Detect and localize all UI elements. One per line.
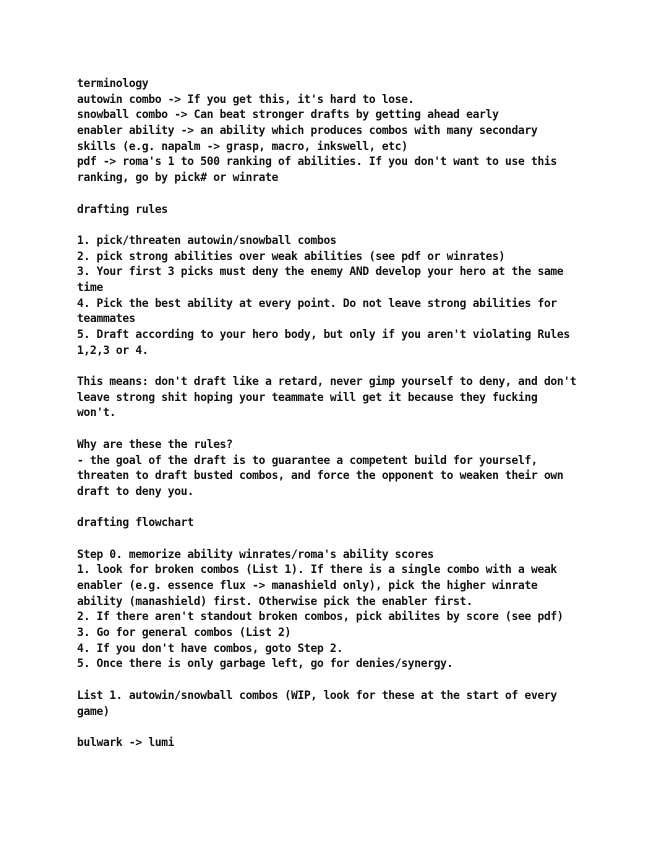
- blank-line: [77, 531, 632, 547]
- blank-line: [77, 719, 632, 735]
- blank-line: [77, 421, 632, 437]
- drafting-rules-list: [77, 233, 632, 359]
- blank-line: [77, 186, 632, 202]
- text-line: enabler ability -> an ability which produces combos with many secondary: [77, 124, 538, 138]
- list-item: bulwark -> lumi: [77, 735, 175, 749]
- list-item: enabler (e.g. essence flux -> manashield only), pick the higher winrate: [77, 579, 538, 592]
- why-rules-paragraph: [77, 437, 632, 500]
- list-item: 3. Your first 3 picks must deny the enemy AND develop your hero at the same: [77, 265, 564, 279]
- blank-line: [77, 217, 632, 233]
- text-line: - the goal of the draft is to guarantee a competent build for yourself,: [77, 453, 538, 467]
- blank-line: [77, 500, 632, 516]
- this-means-paragraph: [77, 374, 632, 421]
- drafting-flowchart-heading: drafting flowchart: [77, 516, 194, 530]
- blank-line: [77, 672, 632, 688]
- list-1-items: [77, 735, 632, 751]
- list-item: 1. look for broken combos (List 1). If there is a single combo with a weak: [77, 563, 557, 577]
- list-1-heading-section: [77, 688, 632, 719]
- flowchart-steps-list: [77, 547, 632, 673]
- text-line: draft to deny you.: [77, 484, 194, 498]
- list-1-heading: List 1. autowin/snowball combos (WIP, look for these at the start of every: [77, 688, 557, 702]
- text-line: won't.: [77, 406, 116, 420]
- list-item: ability (manashield) first. Otherwise pick the enabler first.: [77, 594, 473, 608]
- text-line: leave strong shit hoping your teammate will get it because they fucking: [77, 390, 538, 404]
- list-item: 4. If you don't have combos, goto Step 2.: [77, 641, 343, 655]
- terminology-section: [77, 76, 632, 186]
- drafting-rules-heading: drafting rules: [77, 202, 168, 216]
- text-line: snowball combo -> Can beat stronger drafts by getting ahead early: [77, 108, 499, 122]
- text-line: threaten to draft busted combos, and force the opponent to weaken their own: [77, 469, 564, 483]
- text-line: autowin combo -> If you get this, it's hard to lose.: [77, 92, 415, 106]
- text-line: skills (e.g. napalm -> grasp, macro, inkswell, etc): [77, 139, 408, 153]
- drafting-rules-heading-section: [77, 202, 632, 218]
- blank-line: [77, 358, 632, 374]
- list-item: 1,2,3 or 4.: [77, 343, 149, 357]
- text-line: pdf -> roma's 1 to 500 ranking of abilities. If you don't want to use this: [77, 155, 557, 169]
- list-item: 3. Go for general combos (List 2): [77, 626, 292, 640]
- list-1-heading: game): [77, 704, 110, 718]
- text-line: This means: don't draft like a retard, never gimp yourself to deny, and don't: [77, 375, 577, 389]
- terminology-heading: terminology: [77, 77, 149, 90]
- list-item: teammates: [77, 312, 136, 326]
- list-item: 2. If there aren't standout broken combos, pick abilites by score (see pdf): [77, 610, 564, 624]
- list-item: Step 0. memorize ability winrates/roma's ability scores: [77, 547, 434, 561]
- list-item: 5. Once there is only garbage left, go for denies/synergy.: [77, 657, 454, 671]
- list-item: 5. Draft according to your hero body, but only if you aren't violating Rules: [77, 328, 570, 341]
- document-page: [77, 76, 632, 751]
- flowchart-heading-section: [77, 515, 632, 531]
- list-item: 1. pick/threaten autowin/snowball combos: [77, 233, 337, 247]
- list-item: 2. pick strong abilities over weak abilities (see pdf or winrates): [77, 249, 506, 263]
- list-item: time: [77, 280, 103, 294]
- text-line: ranking, go by pick# or winrate: [77, 171, 279, 185]
- list-item: 4. Pick the best ability at every point. Do not leave strong abilities for: [77, 296, 557, 310]
- text-line: Why are these the rules?: [77, 437, 233, 451]
